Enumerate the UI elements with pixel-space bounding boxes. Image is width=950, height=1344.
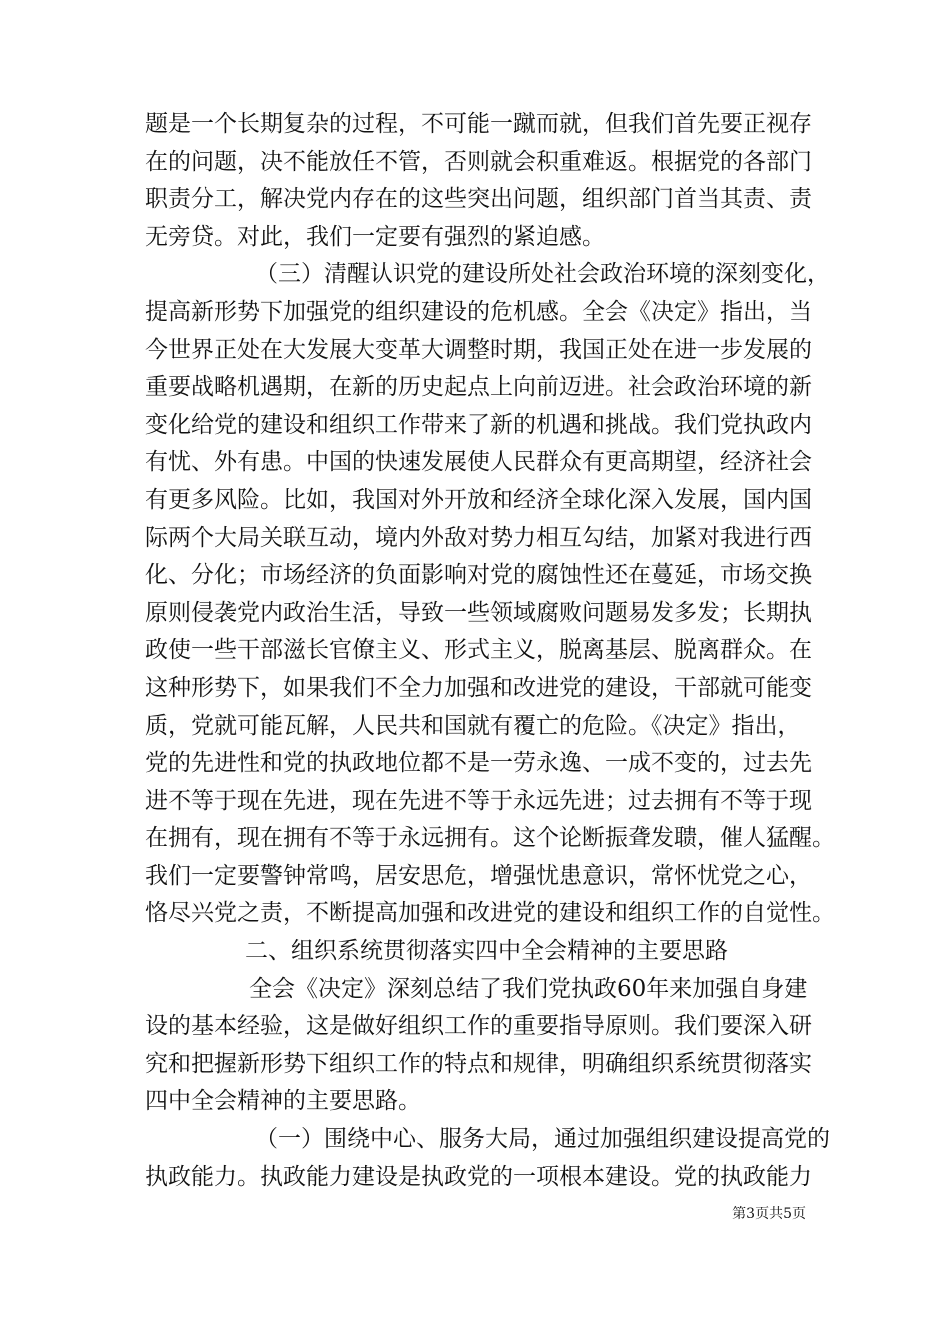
text-line: 职责分工，解决党内存在的这些突出问题，组织部门首当其责、责 bbox=[145, 186, 812, 213]
document-body bbox=[145, 106, 835, 1196]
text-line: 四中全会精神的主要思路。 bbox=[145, 1088, 421, 1115]
text-line: 究和把握新形势下组织工作的特点和规律，明确组织系统贯彻落实 bbox=[145, 1050, 812, 1077]
page-number: 第3页共5页 bbox=[732, 1206, 806, 1222]
text-line: 在的问题，决不能放任不管，否则就会积重难返。根据党的各部门 bbox=[145, 148, 812, 175]
text-line: 无旁贷。对此，我们一定要有强烈的紧迫感。 bbox=[145, 223, 605, 250]
section-heading-1: （一）围绕中心、服务大局，通过加强组织建设提高党的 bbox=[255, 1126, 830, 1153]
text-line: 这种形势下，如果我们不全力加强和改进党的建设，干部就可能变 bbox=[145, 674, 812, 701]
text-line: 进不等于现在先进，现在先进不等于永远先进；过去拥有不等于现 bbox=[145, 787, 812, 814]
text-line: 化、分化；市场经济的负面影响对党的腐蚀性还在蔓延，市场交换 bbox=[145, 562, 812, 589]
text-line: 原则侵袭党内政治生活，导致一些领域腐败问题易发多发；长期执 bbox=[145, 599, 812, 626]
section-heading-2: 二、组织系统贯彻落实四中全会精神的主要思路 bbox=[245, 938, 728, 965]
text-line: 有忧、外有患。中国的快速发展使人民群众有更高期望，经济社会 bbox=[145, 449, 812, 476]
text-line: 变化给党的建设和组织工作带来了新的机遇和挑战。我们党执政内 bbox=[145, 411, 812, 438]
text-line: 恪尽兴党之责，不断提高加强和改进党的建设和组织工作的自觉性。 bbox=[145, 900, 835, 927]
text-line: 党的先进性和党的执政地位都不是一劳永逸、一成不变的，过去先 bbox=[145, 750, 812, 777]
text-line: 题是一个长期复杂的过程，不可能一蹴而就，但我们首先要正视存 bbox=[145, 111, 812, 137]
section-heading-3: （三）清醒认识党的建设所处社会政治环境的深刻变化， bbox=[255, 261, 830, 288]
text-line: 执政能力。执政能力建设是执政党的一项根本建设。党的执政能力 bbox=[145, 1163, 812, 1190]
text-line: 提高新形势下加强党的组织建设的危机感。全会《决定》指出，当 bbox=[145, 298, 812, 325]
text-line: 我们一定要警钟常鸣，居安思危，增强忧患意识，常怀忧党之心， bbox=[145, 862, 812, 889]
text-line: 政使一些干部滋长官僚主义、形式主义，脱离基层、脱离群众。在 bbox=[145, 637, 812, 664]
text-line: 有更多风险。比如，我国对外开放和经济全球化深入发展，国内国 bbox=[145, 486, 812, 513]
text-line: 今世界正处在大发展大变革大调整时期，我国正处在进一步发展的 bbox=[145, 336, 812, 363]
text-line: 设的基本经验，这是做好组织工作的重要指导原则。我们要深入研 bbox=[145, 1013, 812, 1040]
text-line: 质，党就可能瓦解，人民共和国就有覆亡的危险。《决定》指出， bbox=[145, 712, 801, 739]
text-line: 重要战略机遇期，在新的历史起点上向前迈进。社会政治环境的新 bbox=[145, 374, 812, 401]
text-line: 在拥有，现在拥有不等于永远拥有。这个论断振聋发聩，催人猛醒。 bbox=[145, 825, 835, 852]
text-line: 全会《决定》深刻总结了我们党执政60年来加强自身建 bbox=[249, 975, 808, 1002]
text-line: 际两个大局关联互动，境内外敌对势力相互勾结，加紧对我进行西 bbox=[145, 524, 812, 551]
